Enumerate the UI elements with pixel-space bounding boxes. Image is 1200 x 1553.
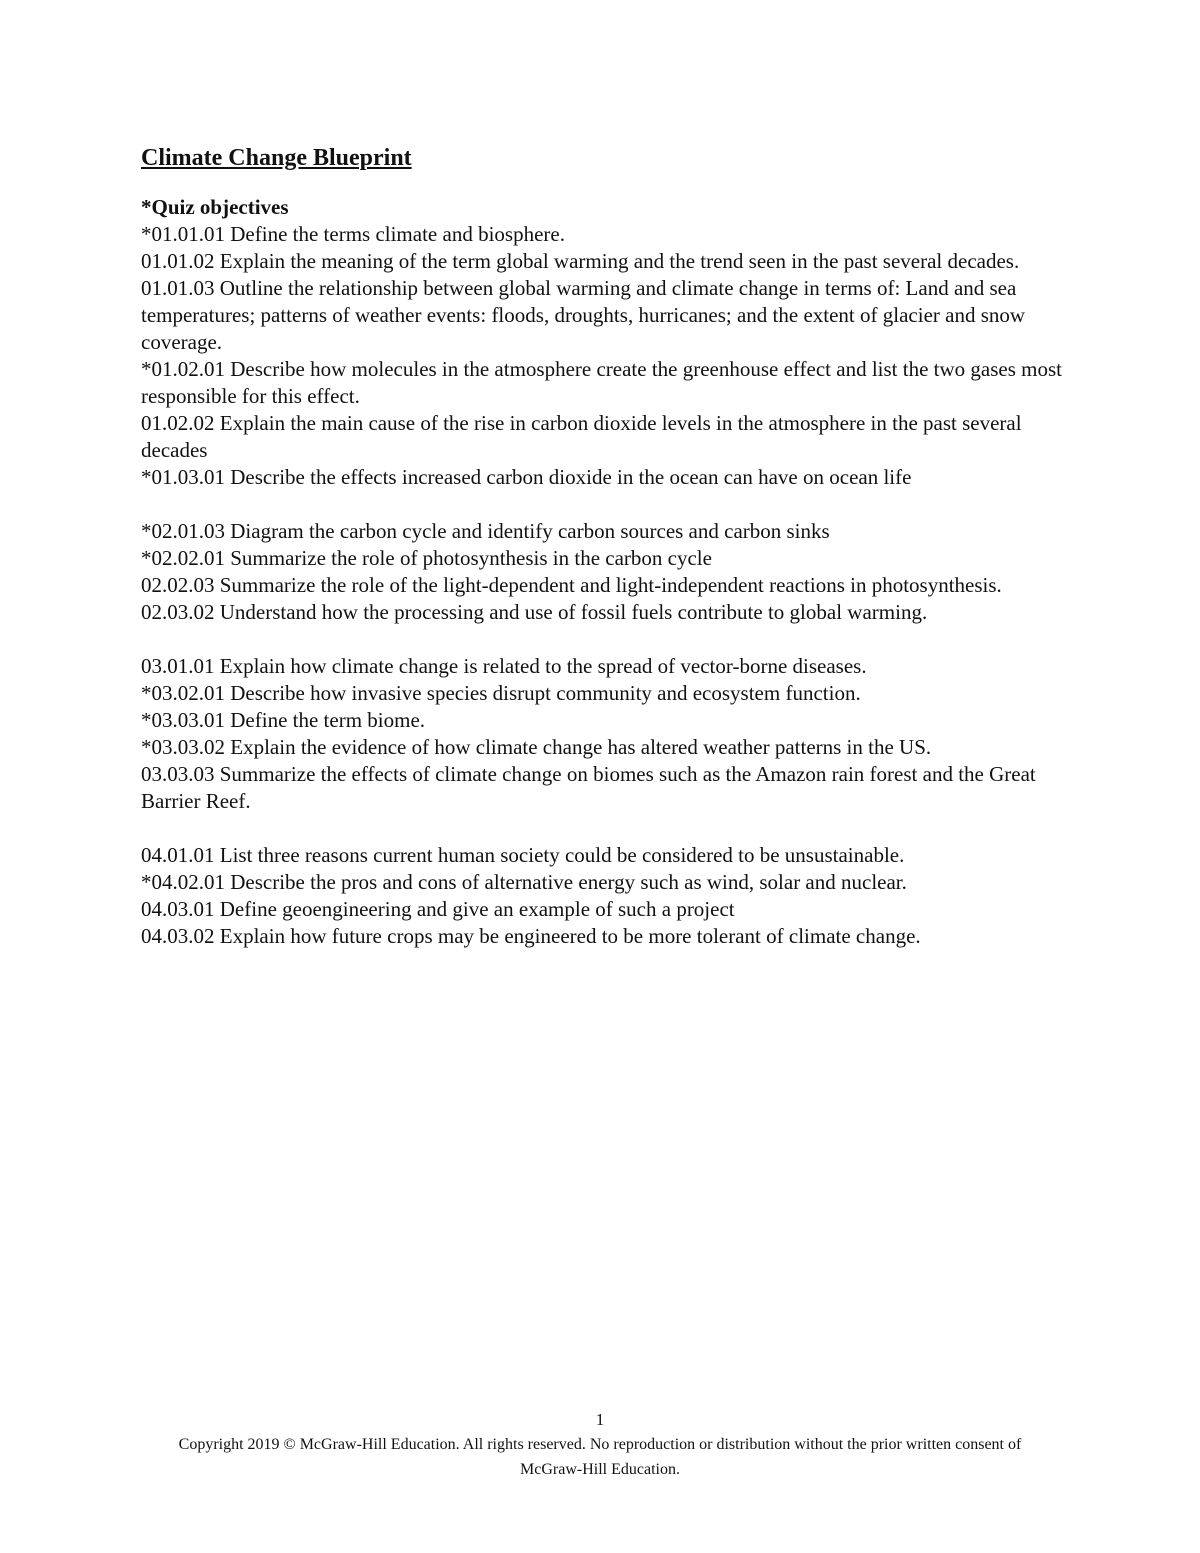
- objective-item: 01.02.02 Explain the main cause of the rise in carbon dioxide levels in the atmosphere in the past several decades: [141, 411, 1022, 462]
- objective-item: 01.01.03 Outline the relationship between global warming and climate change in terms of: Land and sea temperatures; patterns of weather events: floods, droughts, hurricanes; and the extent of glacier and snow coverage.: [141, 276, 1026, 354]
- objective-item: 04.03.02 Explain how future crops may be engineered to be more tolerant of climate change.: [141, 924, 921, 948]
- objective-group-3: [141, 653, 1066, 815]
- document-body: [141, 142, 1066, 977]
- objective-item: 01.01.02 Explain the meaning of the term global warming and the trend seen in the past several decades.: [141, 249, 1020, 273]
- objective-item: 03.03.03 Summarize the effects of climate change on biomes such as the Amazon rain forest and the Great Barrier Reef.: [141, 762, 1036, 813]
- objective-item: 03.01.01 Explain how climate change is related to the spread of vector-borne diseases.: [141, 654, 867, 678]
- page-footer: [0, 1407, 1200, 1482]
- objective-item: *01.01.01 Define the terms climate and biosphere.: [141, 222, 565, 246]
- document-title: Climate Change Blueprint: [141, 145, 412, 171]
- objective-group-1: [141, 221, 1066, 491]
- objective-group-2: [141, 518, 1066, 626]
- objective-item: 04.03.01 Define geoengineering and give an example of such a project: [141, 897, 735, 921]
- objective-item: *03.02.01 Describe how invasive species disrupt community and ecosystem function.: [141, 681, 861, 705]
- objective-group-4: [141, 842, 1066, 950]
- objective-item: 02.03.02 Understand how the processing and use of fossil fuels contribute to global warming.: [141, 600, 928, 624]
- objective-item: *03.03.02 Explain the evidence of how climate change has altered weather patterns in the US.: [141, 735, 932, 759]
- objective-item: *04.02.01 Describe the pros and cons of alternative energy such as wind, solar and nuclear.: [141, 870, 907, 894]
- objective-item: *02.01.03 Diagram the carbon cycle and identify carbon sources and carbon sinks: [141, 519, 830, 543]
- objective-item: *03.03.01 Define the term biome.: [141, 708, 426, 732]
- objective-item: 02.02.03 Summarize the role of the light-dependent and light-independent reactions in photosynthesis.: [141, 573, 1002, 597]
- objective-item: *01.02.01 Describe how molecules in the atmosphere create the greenhouse effect and list the two gases most responsible for this effect.: [141, 357, 1062, 408]
- page-number: 1: [595, 1410, 605, 1429]
- objective-item: 04.01.01 List three reasons current human society could be considered to be unsustainable.: [141, 843, 905, 867]
- objective-item: *02.02.01 Summarize the role of photosynthesis in the carbon cycle: [141, 546, 712, 570]
- objective-item: *01.03.01 Describe the effects increased carbon dioxide in the ocean can have on ocean life: [141, 465, 912, 489]
- section-heading: *Quiz objectives: [141, 195, 289, 219]
- copyright-notice: Copyright 2019 © McGraw-Hill Education. All rights reserved. No reproduction or distribution without the prior written consent of McGraw-Hill Education.: [178, 1436, 1022, 1478]
